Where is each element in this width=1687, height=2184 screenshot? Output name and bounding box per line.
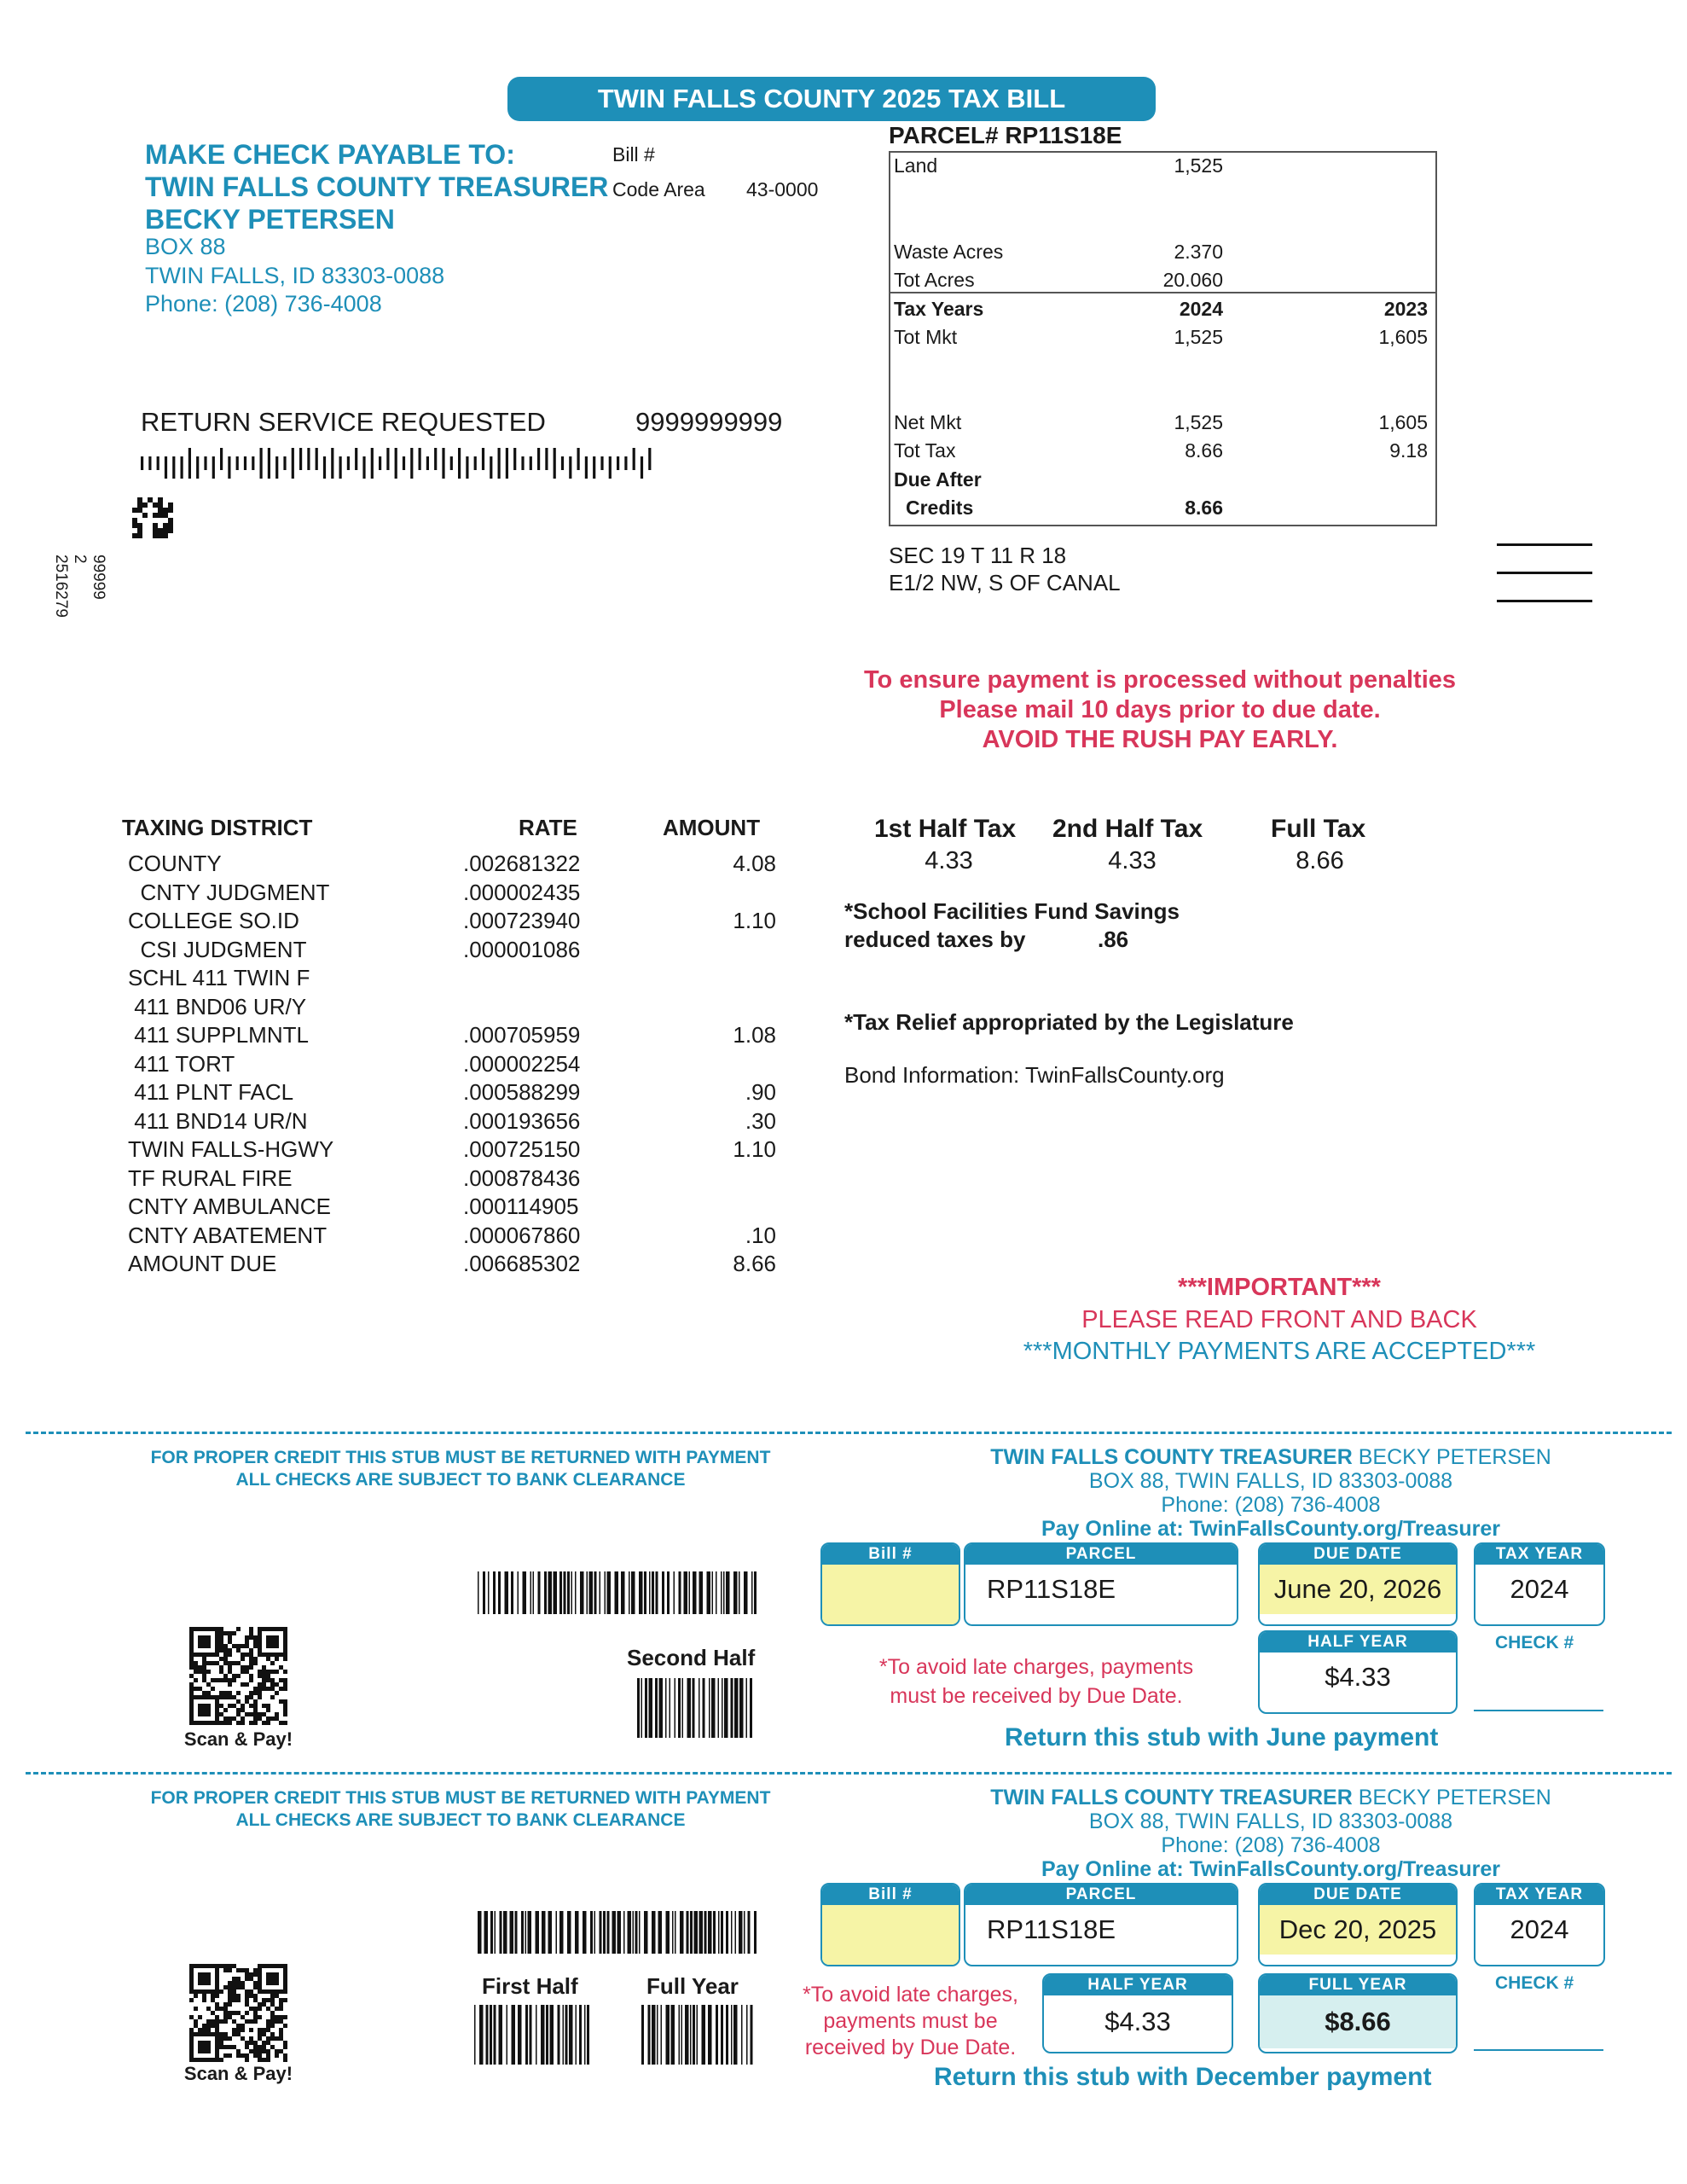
code-area-label: Code Area (612, 178, 705, 200)
district-name: 411 PLNT FACL (128, 1079, 294, 1105)
district-row (0, 1165, 819, 1193)
district-name: COLLEGE SO.ID (128, 908, 299, 933)
district-name: 411 BND06 UR/Y (128, 993, 307, 1019)
stub2-treasurer-bold: TWIN FALLS COUNTY TREASURER (990, 1786, 1353, 1809)
tax-relief-note: *Tax Relief appropriated by the Legislature (844, 1009, 1294, 1035)
stub2-late-line3: received by Due Date. (804, 2036, 1017, 2059)
stub2-full-year-barcode (641, 2005, 757, 2065)
district-rate: .000114905 (463, 1194, 579, 1219)
tax-years-label: Tax Years (894, 298, 984, 320)
side-code-3: 2516279 (52, 555, 70, 618)
district-rate: .000878436 (463, 1165, 581, 1191)
side-code-1: 99999 (90, 555, 107, 600)
postal-barcode (141, 448, 661, 479)
stub2-tax-year-value: 2024 (1510, 1914, 1569, 1944)
parcel-title: PARCEL# RP11S18E (889, 122, 1122, 148)
code-area-value: 43-0000 (746, 178, 819, 200)
stub2-return-instructions: Return this stub with December payment (934, 2063, 1432, 2091)
stub2-due-date-box (1258, 1883, 1458, 1966)
stub2-main-barcode (478, 1911, 759, 1954)
land-value: 1,525 (1174, 154, 1223, 177)
stub2-late-line1: *To avoid late charges, (803, 1983, 1018, 2007)
stub1-barcode-label: Second Half (627, 1645, 756, 1670)
school-savings-line1: *School Facilities Fund Savings (844, 898, 1180, 924)
payto-city: TWIN FALLS, ID 83303-0088 (145, 263, 445, 288)
stub2-pay-online-link[interactable]: Pay Online at: TwinFallsCounty.org/Treasurer (1041, 1857, 1501, 1881)
district-rate: .000588299 (463, 1079, 581, 1105)
stub2-full-year-box (1258, 1973, 1458, 2053)
stub1-tax-year-caption: TAX YEAR (1475, 1544, 1603, 1565)
stub2-treasurer-name: BECKY PETERSEN (1352, 1786, 1551, 1809)
district-row (0, 994, 819, 1021)
stub2-late-notice (789, 1982, 1032, 2061)
district-rate: .006685302 (463, 1251, 581, 1276)
district-row (0, 908, 819, 935)
stub2-check-number-field[interactable] (1474, 2049, 1603, 2051)
stub1-main-barcode (478, 1571, 759, 1614)
parcel-valuation-box (889, 151, 1437, 526)
stub2-tax-year-caption: TAX YEAR (1475, 1885, 1603, 1905)
stub1-check-number-field[interactable] (1474, 1710, 1603, 1711)
stub1-bill-value (822, 1565, 959, 1624)
stub2-parcel-value: RP11S18E (987, 1914, 1116, 1944)
district-amount: 1.10 (733, 1136, 776, 1162)
district-row (0, 1051, 819, 1078)
district-amount: 4.08 (733, 851, 776, 876)
stub2-check-label: CHECK # (1495, 1973, 1574, 1993)
mail-datamatrix-code (132, 497, 173, 538)
first-half-label: 1st Half Tax (874, 815, 1017, 843)
stub2-credit-line2: ALL CHECKS ARE SUBJECT TO BANK CLEARANCE (235, 1810, 686, 1830)
return-service-text: RETURN SERVICE REQUESTED (141, 407, 546, 437)
stub1-treasurer (887, 1445, 1655, 1470)
second-half-label: 2nd Half Tax (1052, 815, 1203, 843)
district-amount: 1.08 (733, 1022, 776, 1048)
district-row (0, 1194, 819, 1221)
tear-line-1 (26, 1432, 1672, 1434)
stub1-half-year-box (1258, 1630, 1458, 1714)
legal-description-line1: SEC 19 T 11 R 18 (889, 543, 1067, 568)
notice-line1: To ensure payment is processed without penalties (863, 666, 1457, 694)
stub2-tax-year-box (1474, 1883, 1605, 1966)
stub2-due-date-value: Dec 20, 2025 (1260, 1905, 1456, 1955)
tax-year-prior: 2023 (1383, 298, 1428, 320)
district-name: CNTY ABATEMENT (128, 1222, 328, 1248)
payto-phone: Phone: (208) 736-4008 (145, 291, 382, 317)
stub2-qr-code[interactable] (189, 1964, 287, 2062)
stub2-full-year-caption: FULL YEAR (1260, 1975, 1456, 1995)
district-name: TF RURAL FIRE (128, 1165, 293, 1191)
stub1-treasurer-bold: TWIN FALLS COUNTY TREASURER (990, 1445, 1353, 1469)
stub1-treasurer-address: BOX 88, TWIN FALLS, ID 83303-0088 (1088, 1469, 1453, 1493)
district-name: TWIN FALLS-HGWY (128, 1136, 334, 1162)
payto-name: BECKY PETERSEN (145, 204, 395, 235)
stub2-late-line2: payments must be (823, 2009, 998, 2033)
tax-year-current: 2024 (1179, 298, 1223, 320)
district-rate: .000193656 (463, 1107, 581, 1134)
net-mkt-label: Net Mkt (894, 411, 962, 433)
legal-description-line2: E1/2 NW, S OF CANAL (889, 570, 1121, 595)
stub2-treasurer-address: BOX 88, TWIN FALLS, ID 83303-0088 (1088, 1809, 1453, 1833)
stub1-second-half-barcode (637, 1678, 757, 1738)
stub1-tax-year-box (1474, 1542, 1605, 1626)
district-rate: .000001086 (463, 936, 581, 962)
stub2-first-half-barcode (474, 2005, 589, 2065)
tot-mkt-prior: 1,605 (1378, 326, 1428, 348)
stub1-due-date-caption: DUE DATE (1260, 1544, 1456, 1565)
district-name: AMOUNT DUE (128, 1251, 277, 1276)
full-tax-amount: 8.66 (1296, 847, 1344, 874)
full-tax-label: Full Tax (1271, 815, 1366, 843)
district-amount: 1.10 (733, 908, 776, 933)
district-row (0, 965, 819, 992)
district-row (0, 1223, 819, 1250)
school-savings-amount: .86 (1098, 926, 1129, 952)
tot-acres-label: Tot Acres (894, 269, 975, 291)
stub2-parcel-caption: PARCEL (965, 1885, 1237, 1905)
district-row (0, 880, 819, 907)
stub1-treasurer-phone: Phone: (208) 736-4008 (1161, 1493, 1381, 1517)
stub1-half-year-amount: $4.33 (1325, 1662, 1391, 1692)
stub2-bill-value (822, 1905, 959, 1965)
district-row (0, 851, 819, 878)
school-savings-line2: reduced taxes by (844, 926, 1026, 952)
stub2-treasurer-phone: Phone: (208) 736-4008 (1161, 1833, 1381, 1857)
district-row (0, 1251, 819, 1278)
tot-tax-label: Tot Tax (894, 439, 956, 462)
stub1-parcel-caption: PARCEL (965, 1544, 1237, 1565)
tear-line-2 (26, 1772, 1672, 1774)
stub2-bill-box (820, 1883, 960, 1966)
district-rate: .000723940 (463, 908, 581, 933)
stub1-half-year-caption: HALF YEAR (1260, 1632, 1456, 1653)
stub2-full-year-amount: $8.66 (1260, 1995, 1456, 2048)
stub2-scan-pay-label: Scan & Pay! (183, 2063, 293, 2084)
stub2-half-year-box (1042, 1973, 1233, 2053)
district-name: CNTY JUDGMENT (128, 879, 330, 905)
stub2-parcel-box (964, 1883, 1238, 1966)
stub1-bill-box (820, 1542, 960, 1626)
payto-heading: MAKE CHECK PAYABLE TO: (145, 139, 515, 170)
district-name: 411 TORT (128, 1050, 235, 1077)
first-half-amount: 4.33 (925, 847, 973, 874)
tot-acres-value: 20.060 (1162, 269, 1223, 291)
mail-zip-id: 9999999999 (635, 407, 783, 437)
notice-line3: AVOID THE RUSH PAY EARLY. (982, 726, 1338, 753)
taxing-district-table (0, 851, 819, 1286)
stub1-treasurer-name: BECKY PETERSEN (1352, 1445, 1551, 1469)
stub2-credit-line1: FOR PROPER CREDIT THIS STUB MUST BE RETURNED WITH PAYMENT (150, 1788, 771, 1808)
notice-line2: Please mail 10 days prior to due date. (939, 696, 1381, 723)
district-amount: .10 (745, 1222, 776, 1248)
second-half-amount: 4.33 (1108, 847, 1157, 874)
tot-tax-prior: 9.18 (1389, 439, 1428, 462)
district-name: CNTY AMBULANCE (128, 1194, 331, 1219)
stub1-parcel-value: RP11S18E (987, 1574, 1116, 1604)
rate-header: RATE (519, 815, 577, 840)
district-rate: .000725150 (463, 1136, 581, 1162)
stub1-check-label: CHECK # (1495, 1633, 1574, 1653)
land-label: Land (894, 154, 938, 177)
district-rate: .000067860 (463, 1222, 581, 1248)
stub1-return-instructions: Return this stub with June payment (1005, 1723, 1439, 1751)
payto-box: BOX 88 (145, 234, 226, 259)
monthly-payments-note: ***MONTHLY PAYMENTS ARE ACCEPTED*** (1023, 1338, 1536, 1365)
stub2-half-year-caption: HALF YEAR (1044, 1975, 1232, 1995)
stub2-due-date-caption: DUE DATE (1260, 1885, 1456, 1905)
district-rate: .002681322 (463, 851, 581, 876)
mail-fold-marks (1497, 543, 1592, 602)
stub1-late-line2: must be received by Due Date. (890, 1684, 1183, 1708)
district-name: 411 BND14 UR/N (128, 1107, 308, 1134)
stub1-due-date-value: June 20, 2026 (1260, 1565, 1456, 1614)
waste-acres-label: Waste Acres (894, 241, 1004, 263)
side-code-2: 2 (71, 555, 89, 564)
bill-title-banner: TWIN FALLS COUNTY 2025 TAX BILL (507, 77, 1156, 121)
stub1-credit-line1: FOR PROPER CREDIT THIS STUB MUST BE RETURNED WITH PAYMENT (150, 1448, 771, 1467)
stub2-bill-caption: Bill # (822, 1885, 959, 1905)
important-heading: ***IMPORTANT*** (1178, 1274, 1381, 1301)
mail-side-codes (51, 555, 107, 618)
stub1-bill-caption: Bill # (822, 1544, 959, 1565)
district-name: 411 SUPPLMNTL (128, 1022, 309, 1048)
district-rate: .000002435 (463, 879, 581, 905)
read-front-back: PLEASE READ FRONT AND BACK (1081, 1306, 1477, 1333)
stub1-late-line1: *To avoid late charges, payments (878, 1655, 1194, 1679)
district-name: COUNTY (128, 851, 222, 876)
waste-acres-value: 2.370 (1174, 241, 1223, 263)
stub2-half-year-amount: $4.33 (1104, 2007, 1171, 2036)
stub1-pay-online-link[interactable]: Pay Online at: TwinFallsCounty.org/Treasurer (1041, 1517, 1501, 1541)
stub1-credit-line2: ALL CHECKS ARE SUBJECT TO BANK CLEARANCE (235, 1470, 686, 1490)
stub1-scan-pay-label: Scan & Pay! (183, 1728, 293, 1750)
district-amount: .30 (745, 1107, 776, 1134)
stub2-full-year-label: Full Year (646, 1973, 739, 1999)
credits-label: Credits (906, 497, 974, 519)
tot-tax-current: 8.66 (1185, 439, 1223, 462)
stub1-tax-year-value: 2024 (1510, 1574, 1569, 1604)
district-rate: .000002254 (463, 1050, 581, 1077)
stub1-due-date-box (1258, 1542, 1458, 1626)
due-after-label: Due After (894, 468, 982, 491)
stub1-late-notice (844, 1653, 1228, 1711)
tot-mkt-current: 1,525 (1174, 326, 1223, 348)
tot-mkt-label: Tot Mkt (894, 326, 958, 348)
stub1-qr-code[interactable] (189, 1627, 287, 1725)
district-amount: 8.66 (733, 1251, 776, 1276)
amount-header: AMOUNT (663, 815, 761, 840)
district-name: CSI JUDGMENT (128, 936, 307, 962)
district-row (0, 937, 819, 964)
net-mkt-current: 1,525 (1174, 411, 1223, 433)
stub2-treasurer (887, 1786, 1655, 1810)
stub2-first-half-label: First Half (482, 1973, 578, 1999)
credits-value: 8.66 (1185, 497, 1223, 519)
district-row (0, 1022, 819, 1049)
bill-number-label: Bill # (612, 143, 655, 166)
bond-information: Bond Information: TwinFallsCounty.org (844, 1062, 1225, 1088)
district-header: TAXING DISTRICT (122, 815, 313, 840)
district-row (0, 1136, 819, 1164)
mailing-notice (768, 665, 1552, 755)
district-amount: .90 (745, 1079, 776, 1105)
district-row (0, 1079, 819, 1107)
district-row (0, 1108, 819, 1136)
net-mkt-prior: 1,605 (1378, 411, 1428, 433)
district-rate: .000705959 (463, 1022, 581, 1048)
payto-treasurer: TWIN FALLS COUNTY TREASURER (145, 171, 609, 202)
stub1-parcel-box (964, 1542, 1238, 1626)
district-name: SCHL 411 TWIN F (128, 965, 310, 990)
